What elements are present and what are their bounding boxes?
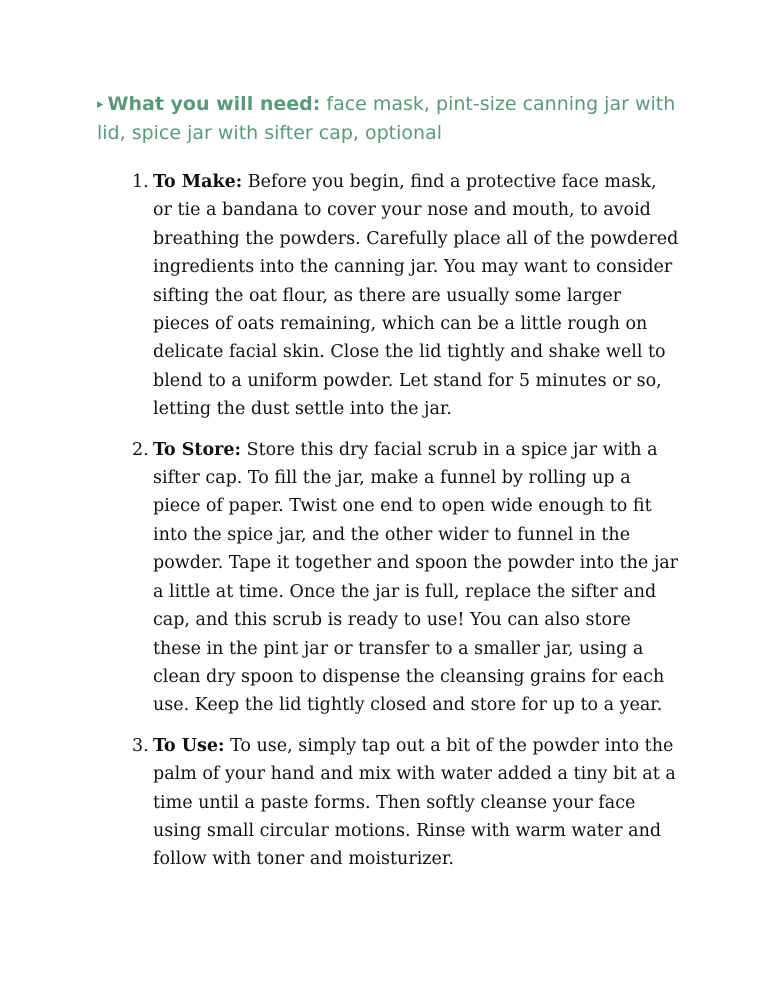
step-text: Store this dry facial scrub in a spice jar with a sifter cap. To fill the jar, make a funnel by rolling up a piece of paper. Twist one end to open wide enough to fit into the spice jar, and the other wider to funnel in the powder. Tape it together and spoon the powder into the jar a little at time. Once the jar is full, replace the sifter and cap, and this scrub is ready to use! You can also store these in the pint jar or transfer to a smaller jar, using a clean dry spoon to dispense the cleansing grains for each use. Keep the lid tightly closed and store for up to a year.	[153, 439, 679, 716]
step-number: 3.	[132, 735, 149, 756]
step-number: 2.	[132, 439, 149, 460]
what-you-need-section	[97, 90, 697, 148]
step-number: 1.	[132, 172, 149, 192]
triangle-bullet-icon: ▸	[97, 97, 104, 112]
step-make	[132, 168, 681, 424]
what-you-need-label: What you will need:	[107, 93, 321, 115]
step-text: Before you begin, find a protective face mask, or tie a bandana to cover your nose and mouth, to avoid breathing the powders. Carefully place all of the powdered ingredients into the canning jar. You may want to consider sifting the oat flour, as there are usually some larger pieces of oats remaining, which can be a little rough on delicate facial skin. Close the lid tightly and shake well to blend to a uniform powder. Let stand for 5 minutes or so, letting the dust settle into the jar.	[153, 172, 679, 420]
step-text: To use, simply tap out a bit of the powder into the palm of your hand and mix with water added a tiny bit at a time until a paste forms. Then softly cleanse your face using small circular motions. Rinse with warm water and follow with toner and moisturizer.	[153, 735, 676, 870]
step-title: To Use:	[153, 735, 225, 756]
what-you-need-text: face mask, pint-size canning jar with lid, spice jar with sifter cap, optional	[97, 93, 676, 144]
step-store	[132, 436, 681, 720]
instruction-steps	[132, 168, 681, 886]
step-use	[132, 732, 681, 874]
step-title: To Store:	[153, 439, 241, 460]
step-title: To Make:	[153, 172, 243, 192]
